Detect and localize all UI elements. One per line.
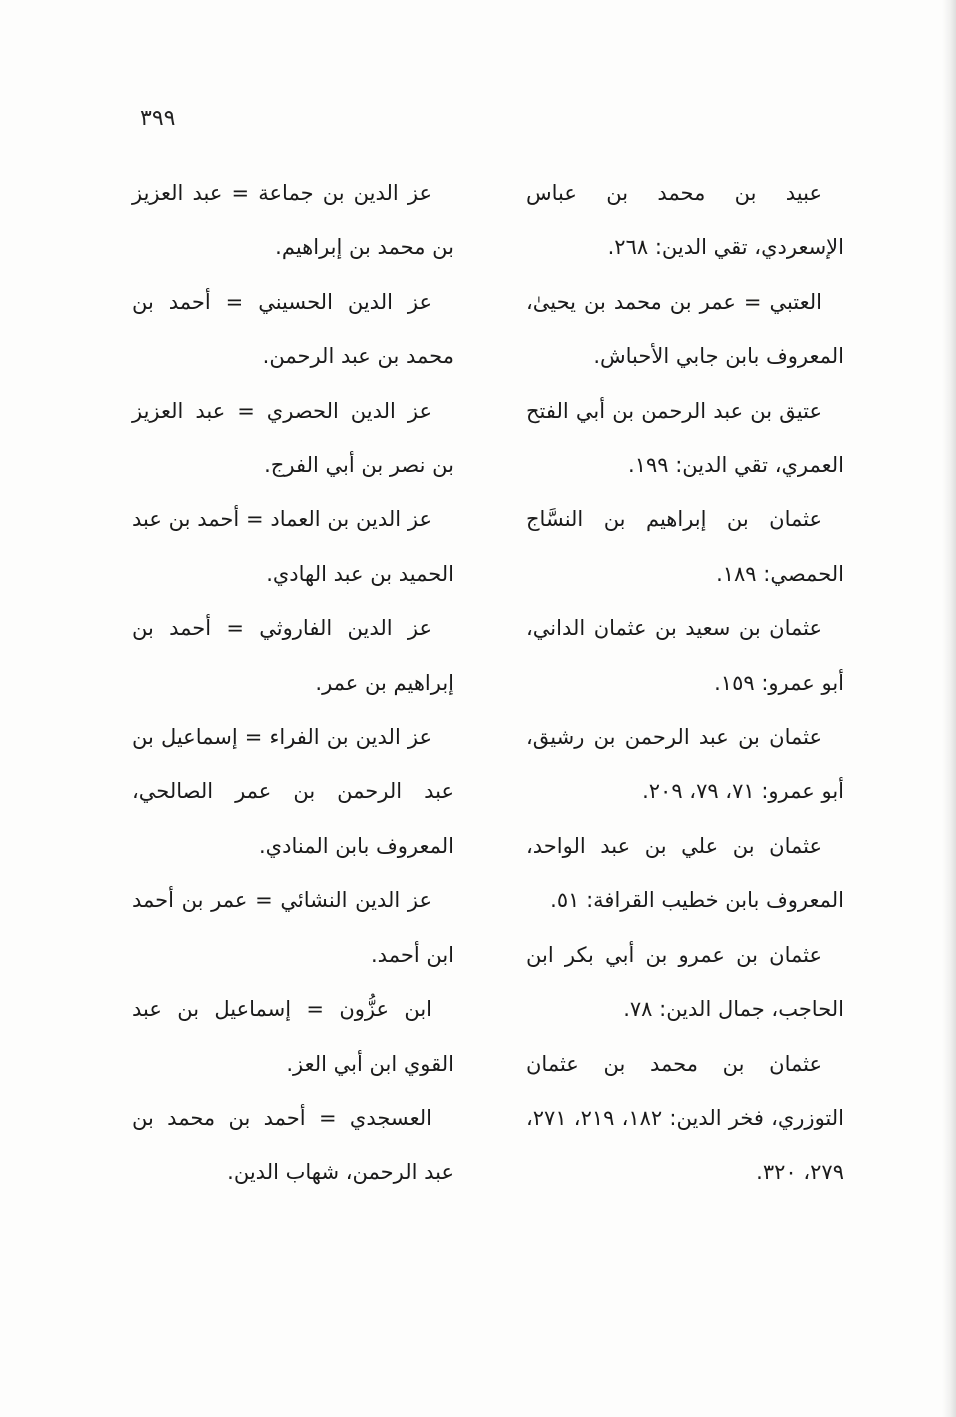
entry-text: عز الدين الحصري = عبد العزيز بن نصر بن أبي الفرج.: [132, 398, 454, 478]
entry-text: العسجدي = أحمد بن محمد بن عبد الرحمن، شهاب الدين.: [132, 1105, 454, 1185]
entry-text: عثمان بن عمرو بن أبي بكر ابن الحاجب، جمال الدين: ٧٨.: [526, 942, 844, 1022]
index-entry: [526, 1037, 844, 1200]
index-entry: [526, 166, 844, 275]
entry-text: عز الدين بن الفراء = إسماعيل بن عبد الرحمن بن عمر الصالحي، المعروف بابن المنادي.: [132, 725, 454, 858]
index-entry: [132, 710, 454, 873]
entry-text: عز الدين بن العماد = أحمد بن عبد الحميد بن عبد الهادي.: [132, 507, 454, 586]
index-entry: [132, 982, 454, 1091]
entry-text: عثمان بن محمد بن عثمان التوزري، فخر الدين: ١٨٢، ٢١٩، ٢٧١، ٢٧٩، ٣٢٠.: [526, 1051, 844, 1185]
page-edge-shadow: [942, 0, 956, 1417]
index-entry: [132, 166, 454, 275]
entry-text: العتبي = عمر بن محمد بن يحيىٰ، المعروف بابن جابي الأحباش.: [526, 289, 844, 369]
entry-text: عز الدين الفاروثي = أحمد بن إبراهيم بن عمر.: [132, 616, 454, 695]
index-entry: [526, 710, 844, 819]
index-entry: [526, 275, 844, 384]
index-column-left: [132, 166, 454, 1200]
entry-text: عتيق بن عبد الرحمن بن أبي الفتح العمري، تقي الدين: ١٩٩.: [526, 398, 844, 478]
page-number: ٣٩٩: [140, 106, 176, 131]
index-entry: [132, 873, 454, 982]
entry-text: عز الدين الحسيني = أحمد بن محمد بن عبد الرحمن.: [132, 289, 454, 369]
index-entry: [526, 819, 844, 928]
entry-text: عثمان بن عبد الرحمن بن رشيق، أبو عمرو: ٧١، ٧٩، ٢٠٩.: [526, 725, 844, 804]
index-entry: [526, 492, 844, 601]
index-entry: [526, 928, 844, 1037]
entry-text: عز الدين بن جماعة = عبد العزيز بن محمد بن إبراهيم.: [132, 181, 454, 260]
entry-text: عثمان بن سعيد بن عثمان الداني، أبو عمرو: ١٥٩.: [526, 616, 844, 695]
index-column-right: [526, 166, 844, 1200]
index-entry: [526, 384, 844, 493]
index-entry: [132, 492, 454, 601]
index-entry: [526, 601, 844, 710]
entry-text: عثمان بن إبراهيم بن النسَّاج الحمصي: ١٨٩.: [526, 507, 844, 586]
entry-text: عبيد بن محمد بن عباس الإسعردي، تقي الدين: ٢٦٨.: [526, 181, 844, 260]
index-entry: [132, 384, 454, 493]
entry-text: عز الدين النشائي = عمر بن أحمد ابن أحمد.: [132, 888, 454, 967]
index-entry: [132, 1091, 454, 1200]
index-entry: [132, 601, 454, 710]
index-entry: [132, 275, 454, 384]
entry-text: ابن عزُّون = إسماعيل بن عبد القوي ابن أبي العز.: [132, 997, 454, 1076]
entry-text: عثمان بن علي بن عبد الواحد، المعروف بابن خطيب القرافة: ٥١.: [526, 833, 844, 913]
